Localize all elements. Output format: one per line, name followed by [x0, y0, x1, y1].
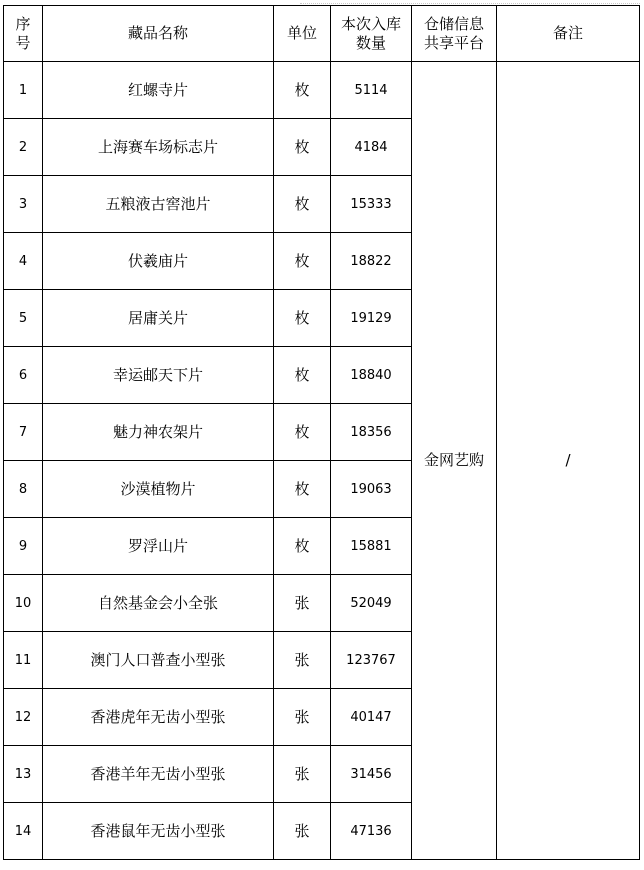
row-unit: 枚: [274, 347, 331, 404]
row-index: 4: [4, 233, 43, 290]
remark-cell: /: [497, 62, 640, 860]
top-dotted-rule: [300, 3, 640, 4]
platform-cell: 金网艺购: [412, 62, 497, 860]
header-index-line-2: 号: [15, 33, 31, 52]
row-name: 魅力神农架片: [43, 404, 274, 461]
table-row: [4, 62, 640, 119]
row-unit: 枚: [274, 461, 331, 518]
header-index: [4, 6, 43, 62]
row-name: 香港鼠年无齿小型张: [43, 803, 274, 860]
header-platform-line-1: 仓储信息: [423, 14, 484, 33]
row-quantity: 15881: [331, 518, 412, 575]
row-quantity: 18356: [331, 404, 412, 461]
row-quantity: 47136: [331, 803, 412, 860]
row-index: 6: [4, 347, 43, 404]
row-quantity: 18840: [331, 347, 412, 404]
row-quantity: 4184: [331, 119, 412, 176]
row-index: 8: [4, 461, 43, 518]
row-name: 五粮液古窖池片: [43, 176, 274, 233]
row-name: 居庸关片: [43, 290, 274, 347]
row-quantity: 52049: [331, 575, 412, 632]
row-index: 10: [4, 575, 43, 632]
row-quantity: 31456: [331, 746, 412, 803]
header-row: [4, 6, 640, 62]
row-index: 5: [4, 290, 43, 347]
header-platform: [412, 6, 497, 62]
row-unit: 枚: [274, 518, 331, 575]
row-index: 7: [4, 404, 43, 461]
row-unit: 张: [274, 746, 331, 803]
row-unit: 枚: [274, 62, 331, 119]
row-name: 红螺寺片: [43, 62, 274, 119]
row-quantity: 19063: [331, 461, 412, 518]
row-unit: 枚: [274, 176, 331, 233]
row-quantity: 123767: [331, 632, 412, 689]
row-unit: 枚: [274, 119, 331, 176]
row-name: 自然基金会小全张: [43, 575, 274, 632]
row-quantity: 18822: [331, 233, 412, 290]
row-unit: 张: [274, 632, 331, 689]
header-platform-line-2: 共享平台: [423, 33, 484, 52]
row-name: 香港虎年无齿小型张: [43, 689, 274, 746]
row-index: 13: [4, 746, 43, 803]
header-unit: 单位: [274, 6, 331, 62]
row-index: 1: [4, 62, 43, 119]
row-unit: 张: [274, 803, 331, 860]
row-index: 12: [4, 689, 43, 746]
row-index: 2: [4, 119, 43, 176]
row-name: 香港羊年无齿小型张: [43, 746, 274, 803]
row-quantity: 19129: [331, 290, 412, 347]
row-unit: 枚: [274, 233, 331, 290]
row-index: 3: [4, 176, 43, 233]
row-quantity: 15333: [331, 176, 412, 233]
row-name: 上海赛车场标志片: [43, 119, 274, 176]
row-quantity: 5114: [331, 62, 412, 119]
row-unit: 枚: [274, 290, 331, 347]
header-quantity: [331, 6, 412, 62]
row-unit: 张: [274, 689, 331, 746]
collection-intake-table: [3, 5, 640, 860]
header-quantity-line-1: 本次入库: [340, 14, 401, 33]
row-name: 幸运邮天下片: [43, 347, 274, 404]
row-name: 伏羲庙片: [43, 233, 274, 290]
row-quantity: 40147: [331, 689, 412, 746]
header-name: 藏品名称: [43, 6, 274, 62]
row-name: 罗浮山片: [43, 518, 274, 575]
row-unit: 张: [274, 575, 331, 632]
row-unit: 枚: [274, 404, 331, 461]
row-index: 11: [4, 632, 43, 689]
header-index-line-1: 序: [15, 14, 31, 33]
row-name: 澳门人口普查小型张: [43, 632, 274, 689]
row-name: 沙漠植物片: [43, 461, 274, 518]
header-remark: 备注: [497, 6, 640, 62]
row-index: 9: [4, 518, 43, 575]
row-index: 14: [4, 803, 43, 860]
header-quantity-line-2: 数量: [355, 33, 386, 52]
